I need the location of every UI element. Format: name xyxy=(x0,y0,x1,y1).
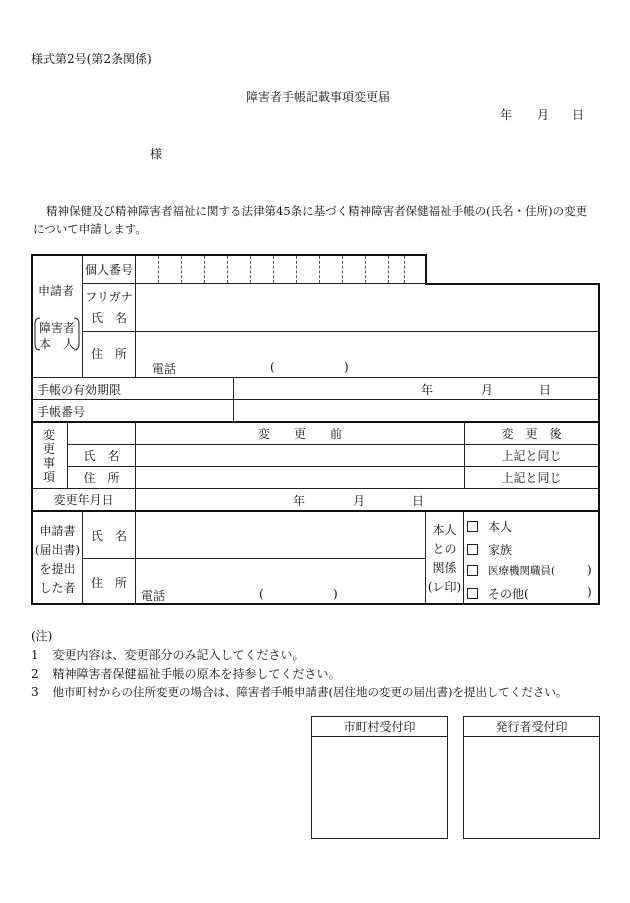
notes-header: (注) xyxy=(31,629,53,643)
validity-year-label: 年 xyxy=(421,383,434,397)
date-day-label: 日 xyxy=(572,108,585,122)
change-name-same-as-above: 上記と同じ xyxy=(501,449,562,463)
submitter-name-input[interactable] xyxy=(136,512,425,558)
checkbox-medical-staff[interactable] xyxy=(467,565,478,576)
issuer-stamp-label: 発行者受付印 xyxy=(464,717,599,737)
relation-label: 本人 との 関係 (レ印) xyxy=(427,523,462,594)
checkbox-family[interactable] xyxy=(467,544,478,555)
note-3: 3 他市町村からの住所変更の場合は、障害者手帳申請書(居住地の変更の届出書)を提出してください。 xyxy=(31,685,568,699)
issuer-stamp-box xyxy=(463,716,600,839)
applicant-bracket-line-2: 本 人 xyxy=(39,337,76,351)
submitter-address-label: 住 所 xyxy=(90,575,127,590)
checkbox-other[interactable] xyxy=(467,588,478,599)
validity-month-label: 月 xyxy=(481,383,494,397)
applicant-label: 申請者 xyxy=(38,284,75,298)
checkbox-self[interactable] xyxy=(467,521,478,532)
intro-line-2: について申請します。 xyxy=(33,222,147,236)
change-name-label: 氏 名 xyxy=(83,449,120,463)
form-title: 障害者手帳記載事項変更届 xyxy=(245,90,390,104)
relation-option-other[interactable]: その他( xyxy=(467,585,529,602)
furigana-input[interactable] xyxy=(136,284,598,304)
date-month-label: 月 xyxy=(537,108,550,122)
change-name-before-input[interactable] xyxy=(136,445,464,466)
change-items-label: 変 更 事 項 xyxy=(42,428,55,484)
other-close: ) xyxy=(587,585,592,599)
personal-number-label: 個人番号 xyxy=(84,263,133,277)
change-address-same-as-above: 上記と同じ xyxy=(501,471,562,485)
change-address-before-input[interactable] xyxy=(136,467,464,488)
change-date-day-label: 日 xyxy=(412,494,425,508)
note-1: 1 変更内容は、変更部分のみ記入してください。 xyxy=(31,648,305,662)
city-stamp-box xyxy=(311,716,448,839)
change-before-header: 変 更 前 xyxy=(257,427,342,441)
intro-line-1: 精神保健及び精神障害者福祉に関する法律第45条に基づく精神障害者保健福祉手帳の(氏名・住所)の変更 xyxy=(46,204,588,218)
submitter-name-label: 氏 名 xyxy=(90,528,127,543)
applicant-name-label: 氏 名 xyxy=(90,310,127,325)
change-date-label: 変更年月日 xyxy=(53,493,114,507)
applicant-bracket-line-1: 障害者 xyxy=(39,321,76,335)
relation-option-medical-staff[interactable]: 医療機関職員( xyxy=(467,563,555,578)
applicant-address-label: 住 所 xyxy=(90,346,127,361)
applicant-address-input[interactable] xyxy=(136,332,598,358)
submitter-address-input[interactable] xyxy=(136,559,425,585)
relation-option-self[interactable]: 本人 xyxy=(467,518,512,535)
change-date-month-label: 月 xyxy=(353,494,366,508)
applicant-phone-label: 電話 xyxy=(152,362,177,376)
applicant-bracket xyxy=(34,316,80,352)
book-number-label: 手帳番号 xyxy=(37,405,86,419)
relation-option-family[interactable]: 家族 xyxy=(467,541,512,558)
submitter-phone-label: 電話 xyxy=(141,589,166,603)
applicant-name-input[interactable] xyxy=(136,305,598,331)
furigana-label: フリガナ xyxy=(85,289,133,304)
addressee-suffix: 様 xyxy=(150,147,163,161)
book-number-input[interactable] xyxy=(234,400,598,421)
applicant-phone-open: ( xyxy=(270,360,275,374)
validity-label: 手帳の有効期限 xyxy=(37,383,122,397)
submitter-phone-open: ( xyxy=(259,587,264,601)
change-date-year-label: 年 xyxy=(293,494,306,508)
submitter-label: 申請書 (届出書) を提出 した者 xyxy=(34,524,81,595)
form-number: 様式第2号(第2条関係) xyxy=(31,52,152,66)
city-stamp-label: 市町村受付印 xyxy=(312,717,447,737)
applicant-phone-close: ) xyxy=(344,360,349,374)
date-year-label: 年 xyxy=(500,108,513,122)
medical-staff-close: ) xyxy=(587,563,592,577)
submitter-phone-close: ) xyxy=(333,587,338,601)
note-2: 2 精神障害者保健福祉手帳の原本を持参してください。 xyxy=(31,667,341,681)
validity-day-label: 日 xyxy=(539,383,552,397)
change-after-header: 変 更 後 xyxy=(501,427,562,441)
change-address-label: 住 所 xyxy=(83,471,120,485)
